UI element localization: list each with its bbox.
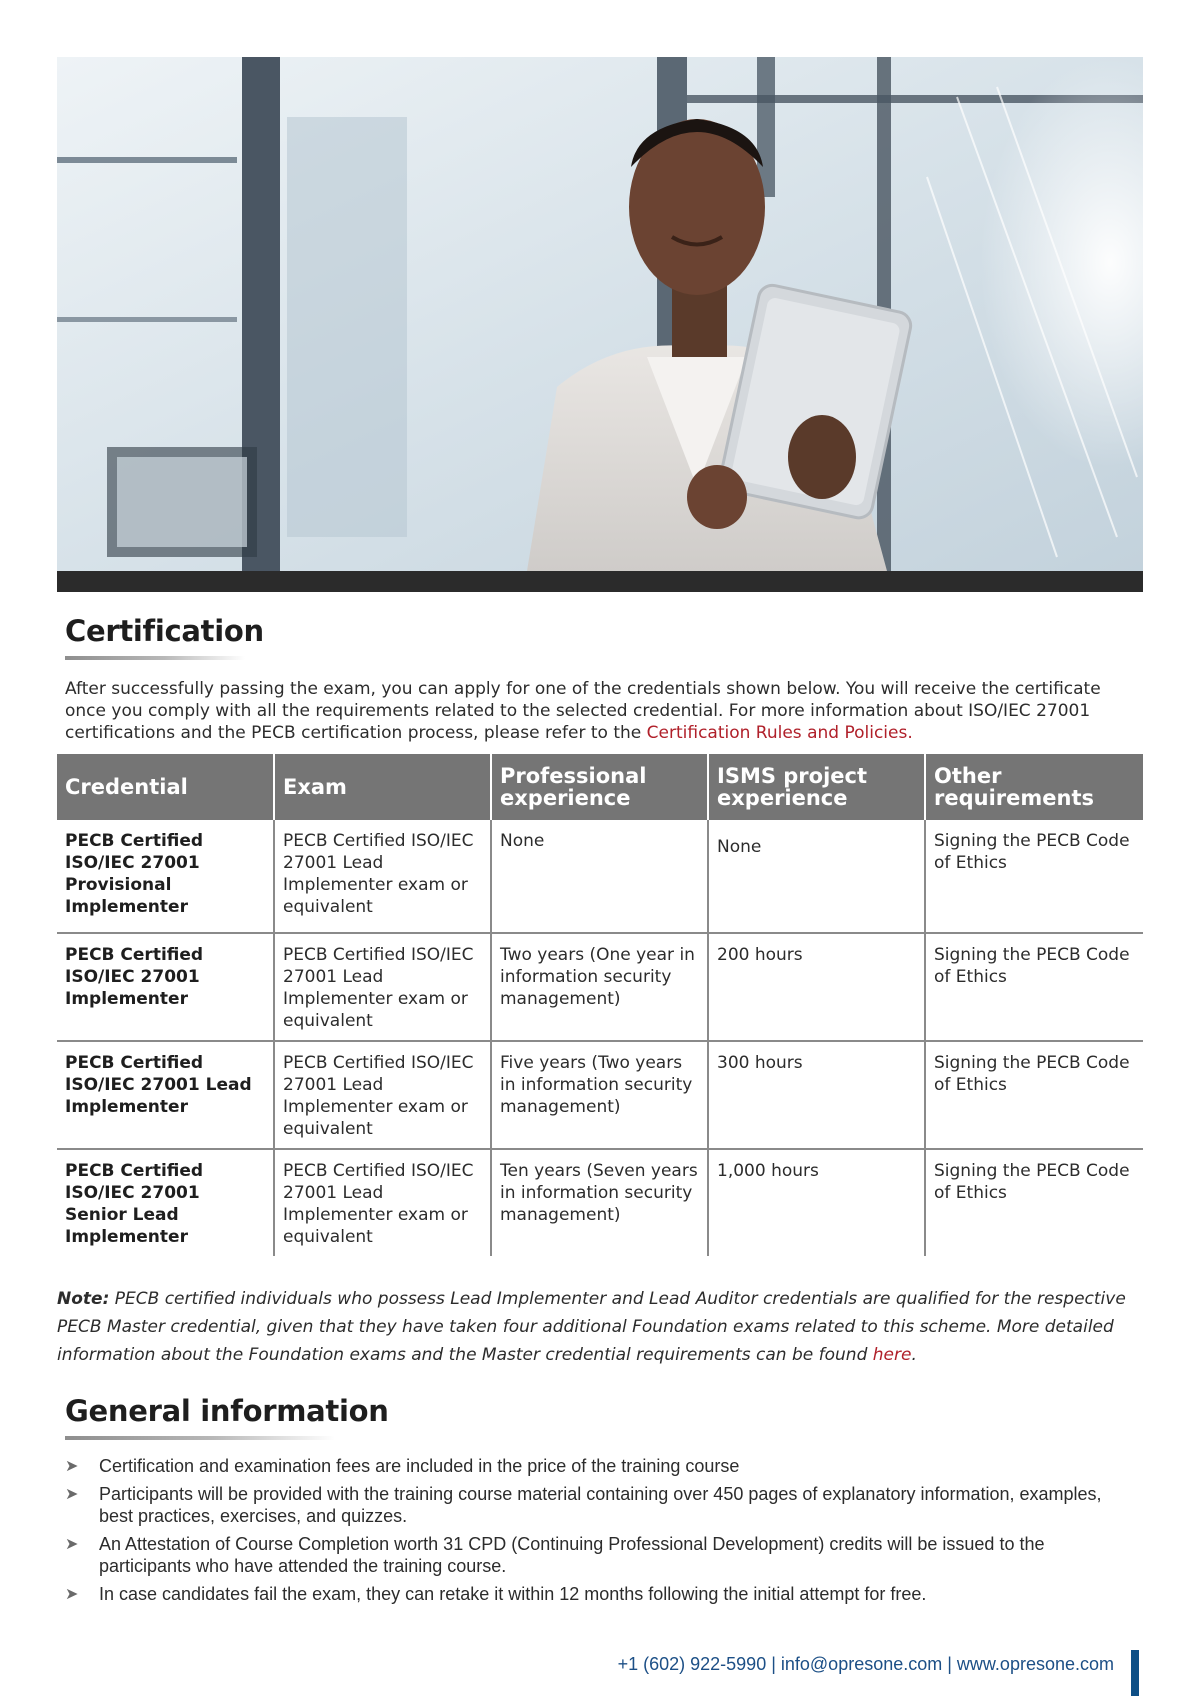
- other-requirements-cell: Signing the PECB Code of Ethics: [925, 1149, 1143, 1256]
- hero-image: [57, 57, 1143, 571]
- certification-title-underline: [65, 656, 245, 660]
- note-paragraph: [57, 1285, 1137, 1369]
- note-label: Note:: [57, 1289, 110, 1309]
- exam-cell: PECB Certified ISO/IEC 27001 Lead Implementer exam or equivalent: [274, 820, 491, 933]
- credential-cell: PECB Certified ISO/IEC 27001 Provisional Implementer: [57, 820, 274, 933]
- professional-experience-cell: Five years (Two years in information security management): [491, 1041, 708, 1149]
- note-end: .: [911, 1345, 917, 1365]
- list-item: [65, 1533, 1125, 1577]
- table-row: [57, 933, 1143, 1041]
- credential-cell: PECB Certified ISO/IEC 27001 Implementer: [57, 933, 274, 1041]
- footer-contact[interactable]: +1 (602) 922-5990 | info@opresone.com | www.opresone.com: [617, 1654, 1114, 1674]
- certification-intro-end: .: [907, 723, 913, 743]
- exam-cell: PECB Certified ISO/IEC 27001 Lead Implementer exam or equivalent: [274, 1149, 491, 1256]
- list-item-text: In case candidates fail the exam, they can retake it within 12 months following the initial attempt for free.: [99, 1584, 927, 1604]
- isms-experience-cell: 1,000 hours: [708, 1149, 925, 1256]
- list-item-text: Certification and examination fees are included in the price of the training course: [99, 1456, 740, 1476]
- note-text: PECB certified individuals who possess Lead Implementer and Lead Auditor credentials are qualified for the respective PECB Master credential, given that they have taken four additional Foundation exams related to this scheme. More detailed information about the Foundation exams and the Master credential requirements can be found: [57, 1289, 1126, 1365]
- general-information-title: General information: [65, 1394, 389, 1428]
- table-row: [57, 820, 1143, 933]
- arrow-bullet-icon: ➤: [65, 1586, 79, 1603]
- certification-title: Certification: [65, 614, 264, 648]
- other-requirements-cell: Signing the PECB Code of Ethics: [925, 933, 1143, 1041]
- professional-experience-cell: None: [491, 820, 708, 933]
- other-requirements-cell: Signing the PECB Code of Ethics: [934, 831, 1130, 873]
- credential-cell: PECB Certified ISO/IEC 27001 Lead Implementer: [57, 1041, 274, 1149]
- isms-experience-cell: 200 hours: [708, 933, 925, 1041]
- footer-accent-bar: [1131, 1650, 1139, 1696]
- hero-photo-illustration: [57, 57, 1143, 571]
- exam-cell: PECB Certified ISO/IEC 27001 Lead Implementer exam or equivalent: [274, 1041, 491, 1149]
- arrow-bullet-icon: ➤: [65, 1536, 79, 1553]
- list-item: [65, 1483, 1125, 1527]
- header-isms-project-experience: ISMS project experience: [708, 754, 925, 820]
- table-header-row: [57, 754, 1143, 820]
- arrow-bullet-icon: ➤: [65, 1458, 79, 1475]
- header-professional-experience: Professional experience: [491, 754, 708, 820]
- header-credential: Credential: [57, 754, 274, 820]
- list-item-text: Participants will be provided with the training course material containing over 450 pages of explanatory information, examples, best practices, exercises, and quizzes.: [99, 1484, 1102, 1526]
- isms-experience-cell: 300 hours: [708, 1041, 925, 1149]
- general-information-title-underline: [65, 1436, 335, 1440]
- credential-cell: PECB Certified ISO/IEC 27001 Senior Lead Implementer: [57, 1149, 274, 1256]
- certification-rules-link[interactable]: Certification Rules and Policies: [646, 723, 908, 743]
- credentials-table: [57, 754, 1143, 1256]
- table-row: [57, 1149, 1143, 1256]
- hero-divider-bar: [57, 571, 1143, 592]
- general-information-list: [65, 1455, 1125, 1611]
- header-other-requirements: Other requirements: [925, 754, 1143, 820]
- header-exam: Exam: [274, 754, 491, 820]
- professional-experience-cell: Ten years (Seven years in information security management): [491, 1149, 708, 1256]
- arrow-bullet-icon: ➤: [65, 1486, 79, 1503]
- professional-experience-cell: Two years (One year in information security management): [491, 933, 708, 1041]
- list-item: [65, 1455, 1125, 1477]
- exam-cell: PECB Certified ISO/IEC 27001 Lead Implementer exam or equivalent: [274, 933, 491, 1041]
- isms-experience-cell: None: [708, 820, 925, 933]
- list-item-text: An Attestation of Course Completion worth 31 CPD (Continuing Professional Development) credits will be issued to the participants who have attended the training course.: [99, 1534, 1045, 1576]
- other-requirements-cell: Signing the PECB Code of Ethics: [925, 1041, 1143, 1149]
- certification-intro-text: After successfully passing the exam, you can apply for one of the credentials shown below. You will receive the certificate once you comply with all the requirements related to the selected credential. For more information about ISO/IEC 27001 certifications and the PECB certification process, please refer to the: [65, 679, 1101, 743]
- master-credential-link[interactable]: here: [872, 1345, 912, 1365]
- certification-intro: [65, 678, 1125, 744]
- table-row: [57, 1041, 1143, 1149]
- list-item: [65, 1583, 1125, 1605]
